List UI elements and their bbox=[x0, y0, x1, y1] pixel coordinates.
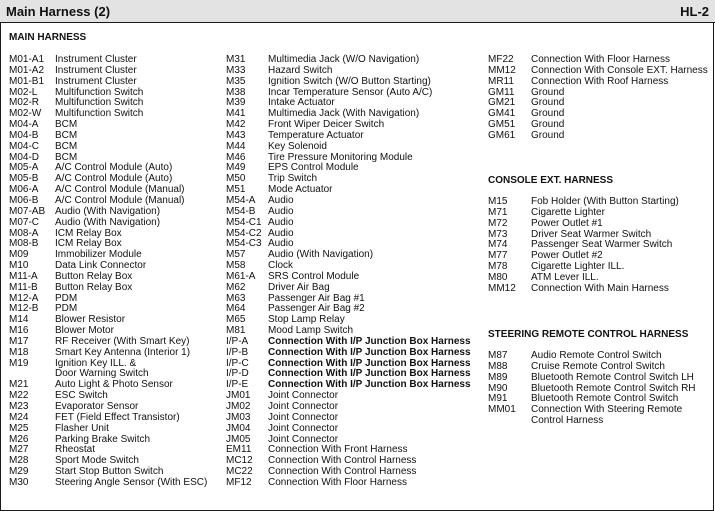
connector-description: Joint Connector bbox=[268, 411, 339, 423]
list-item bbox=[488, 284, 679, 295]
list-item bbox=[226, 88, 471, 99]
connector-description: Connection With Steering Remote bbox=[531, 404, 683, 416]
connector-code: M63 bbox=[226, 292, 246, 304]
connector-code: MM12 bbox=[488, 64, 516, 76]
list-item bbox=[9, 120, 207, 131]
connector-description: Audio (With Navigation) bbox=[55, 205, 161, 217]
list-item bbox=[488, 416, 696, 427]
connector-code: M30 bbox=[9, 476, 29, 488]
connector-code: M78 bbox=[488, 261, 508, 273]
connector-code: MF22 bbox=[488, 54, 514, 65]
connector-description: Driver Seat Warmer Switch bbox=[531, 228, 652, 240]
list-item bbox=[9, 294, 207, 305]
connector-code: M18 bbox=[9, 346, 29, 358]
connector-description: Multifunction Switch bbox=[55, 97, 144, 109]
connector-description: Clock bbox=[268, 260, 294, 272]
connector-code: M19 bbox=[9, 357, 29, 369]
list-item bbox=[226, 380, 471, 391]
connector-code: M72 bbox=[488, 217, 508, 229]
connector-description: Rheostat bbox=[55, 444, 96, 456]
list-item bbox=[226, 196, 471, 207]
list-item bbox=[226, 142, 471, 153]
connector-code: M31 bbox=[226, 54, 246, 65]
console-ext-harness-list bbox=[488, 197, 679, 295]
connector-code: I/P-E bbox=[226, 379, 249, 391]
connector-code: MR11 bbox=[488, 75, 514, 87]
connector-description: Instrument Cluster bbox=[55, 75, 137, 87]
connector-code: M12-B bbox=[9, 303, 39, 315]
connector-description: Hazard Switch bbox=[268, 64, 333, 76]
connector-description: Ground bbox=[531, 86, 565, 98]
connector-code: M54-C2 bbox=[226, 227, 262, 239]
main-harness-heading: MAIN HARNESS bbox=[9, 32, 87, 43]
connector-description: Steering Angle Sensor (With ESC) bbox=[55, 476, 208, 488]
connector-code: M02-W bbox=[9, 108, 42, 120]
connector-code: EM11 bbox=[226, 444, 252, 456]
connector-description: Audio bbox=[268, 238, 294, 250]
main-harness-list-col2 bbox=[226, 55, 471, 489]
connector-code: M29 bbox=[9, 466, 29, 478]
connector-code: M61-A bbox=[226, 270, 256, 282]
list-item bbox=[488, 120, 708, 131]
connector-description: Immobilizer Module bbox=[55, 249, 142, 261]
connector-description: Ground bbox=[531, 97, 565, 109]
connector-description: Ground bbox=[531, 119, 565, 131]
connector-code: M01-A1 bbox=[9, 54, 45, 65]
connector-code: I/P-C bbox=[226, 357, 249, 369]
connector-code: M54-A bbox=[226, 194, 256, 206]
connector-code bbox=[488, 416, 531, 427]
connector-description: Passenger Air Bag #2 bbox=[268, 303, 365, 315]
connector-description: Passenger Air Bag #1 bbox=[268, 292, 365, 304]
connector-code: M15 bbox=[488, 196, 508, 207]
connector-description: Button Relay Box bbox=[55, 270, 133, 282]
connector-description: Connection With Control Harness bbox=[268, 466, 417, 478]
connector-code: I/P-D bbox=[226, 368, 249, 380]
connector-description: Smart Key Antenna (Interior 1) bbox=[55, 346, 191, 358]
list-item bbox=[9, 380, 207, 391]
connector-description: Cruise Remote Control Switch bbox=[531, 360, 665, 372]
connector-code: M07-C bbox=[9, 216, 40, 228]
connector-description: EPS Control Module bbox=[268, 162, 359, 174]
connector-description: A/C Control Module (Manual) bbox=[55, 194, 185, 206]
list-item bbox=[9, 348, 207, 359]
connector-code: M27 bbox=[9, 444, 29, 456]
list-item bbox=[226, 163, 471, 174]
connector-code: GM11 bbox=[488, 86, 515, 98]
connector-description: Connection With I/P Junction Box Harness bbox=[268, 368, 471, 380]
connector-code: M49 bbox=[226, 162, 246, 174]
list-item bbox=[226, 207, 471, 218]
connector-code: M46 bbox=[226, 151, 246, 163]
connector-description: Audio Remote Control Switch bbox=[531, 350, 662, 361]
connector-code: JM05 bbox=[226, 433, 251, 445]
connector-code: M54-C1 bbox=[226, 216, 262, 228]
connector-description: Cigarette Lighter bbox=[531, 206, 605, 218]
connector-code: M64 bbox=[226, 303, 246, 315]
connector-code: M58 bbox=[226, 260, 246, 272]
connector-description: ICM Relay Box bbox=[55, 227, 122, 239]
connector-description: Ground bbox=[531, 129, 565, 141]
list-item bbox=[226, 402, 471, 413]
connector-code: MM12 bbox=[488, 282, 516, 294]
list-item bbox=[9, 424, 207, 435]
connector-code: M42 bbox=[226, 119, 246, 131]
connector-code: M71 bbox=[488, 206, 508, 218]
connector-description: Joint Connector bbox=[268, 390, 339, 402]
connector-description: PDM bbox=[55, 303, 78, 315]
connector-code: M54-B bbox=[226, 205, 256, 217]
connector-description: Start Stop Button Switch bbox=[55, 466, 164, 478]
connector-code: M16 bbox=[9, 325, 29, 337]
connector-description: Flasher Unit bbox=[55, 422, 109, 434]
connector-description: Connection With I/P Junction Box Harness bbox=[268, 357, 471, 369]
connector-description: Audio (With Navigation) bbox=[268, 249, 374, 261]
list-item bbox=[9, 218, 207, 229]
connector-description: Joint Connector bbox=[268, 433, 339, 445]
connector-description: Bluetooth Remote Control Switch bbox=[531, 393, 679, 405]
connector-description: Connection With Floor Harness bbox=[268, 476, 407, 488]
connector-code: JM03 bbox=[226, 411, 251, 423]
connector-code: M21 bbox=[9, 379, 29, 391]
list-item bbox=[226, 391, 471, 402]
list-item bbox=[9, 283, 207, 294]
list-item bbox=[226, 348, 471, 359]
connector-description: A/C Control Module (Auto) bbox=[55, 173, 173, 185]
page-header bbox=[0, 0, 715, 23]
connector-description: Audio (With Navigation) bbox=[55, 216, 161, 228]
list-item bbox=[226, 424, 471, 435]
connector-code: GM61 bbox=[488, 129, 516, 141]
list-item bbox=[488, 131, 708, 142]
connector-description: Power Outlet #1 bbox=[531, 217, 603, 229]
list-item bbox=[226, 304, 471, 315]
connector-code: M44 bbox=[226, 140, 246, 152]
connector-code: M81 bbox=[226, 325, 246, 337]
connector-description: Ignition Key ILL. & bbox=[55, 357, 137, 369]
list-item bbox=[226, 77, 471, 88]
connector-description: Joint Connector bbox=[268, 401, 339, 412]
connector-code: M73 bbox=[488, 228, 508, 240]
list-item bbox=[9, 77, 207, 88]
connector-description: Ignition Switch (W/O Button Starting) bbox=[268, 75, 431, 87]
list-item bbox=[226, 272, 471, 283]
connector-code: M89 bbox=[488, 371, 508, 383]
list-item bbox=[226, 229, 471, 240]
connector-description: Door Warning Switch bbox=[55, 368, 149, 380]
connector-code: MM01 bbox=[488, 404, 516, 416]
list-item bbox=[488, 219, 679, 230]
connector-description: Blower Motor bbox=[55, 325, 114, 337]
steering-remote-harness-list bbox=[488, 351, 696, 427]
connector-description: Control Harness bbox=[531, 415, 604, 427]
connector-code: M91 bbox=[488, 393, 508, 405]
connector-code: M88 bbox=[488, 360, 508, 372]
connector-code: JM04 bbox=[226, 422, 251, 434]
connector-description: Evaporator Sensor bbox=[55, 401, 139, 412]
connector-description: Multimedia Jack (W/O Navigation) bbox=[268, 54, 420, 65]
connector-code: M24 bbox=[9, 411, 29, 423]
connector-description: RF Receiver (With Smart Key) bbox=[55, 335, 190, 347]
connector-code: M50 bbox=[226, 173, 246, 185]
connector-description: A/C Control Module (Auto) bbox=[55, 162, 173, 174]
list-item bbox=[226, 413, 471, 424]
connector-code: JM01 bbox=[226, 390, 251, 402]
connector-description: Stop Lamp Relay bbox=[268, 314, 345, 326]
connector-description: Joint Connector bbox=[268, 422, 339, 434]
connector-code: I/P-B bbox=[226, 346, 249, 358]
connector-description: ICM Relay Box bbox=[55, 238, 122, 250]
connector-code: M77 bbox=[488, 250, 508, 262]
list-item bbox=[488, 373, 696, 384]
connector-code: M28 bbox=[9, 455, 29, 467]
list-item bbox=[488, 98, 708, 109]
connector-description: Fob Holder (With Button Starting) bbox=[531, 196, 679, 207]
connector-code: M65 bbox=[226, 314, 246, 326]
connector-description: SRS Control Module bbox=[268, 270, 360, 282]
connector-description: Audio bbox=[268, 194, 294, 206]
connector-code: M33 bbox=[226, 64, 246, 76]
list-item bbox=[9, 435, 207, 446]
connector-description: Blower Resistor bbox=[55, 314, 126, 326]
connector-code: M43 bbox=[226, 129, 246, 141]
connector-code: M17 bbox=[9, 335, 29, 347]
connector-code: M80 bbox=[488, 271, 508, 283]
list-item bbox=[226, 478, 471, 489]
connector-description: Trip Switch bbox=[268, 173, 318, 185]
connector-code: M02-L bbox=[9, 86, 38, 98]
list-item bbox=[226, 174, 471, 185]
connector-description: Power Outlet #2 bbox=[531, 250, 603, 262]
connector-code: GM21 bbox=[488, 97, 516, 109]
connector-code: M10 bbox=[9, 260, 29, 272]
connector-description: Audio bbox=[268, 205, 294, 217]
connector-code: M51 bbox=[226, 184, 246, 196]
connector-description: Connection With Main Harness bbox=[531, 282, 669, 294]
page-number: HL-2 bbox=[680, 4, 709, 19]
connector-code: M01-B1 bbox=[9, 75, 45, 87]
connector-description: Multimedia Jack (With Navigation) bbox=[268, 108, 420, 120]
list-item bbox=[226, 131, 471, 142]
list-item bbox=[226, 283, 471, 294]
list-item bbox=[226, 55, 471, 66]
connector-code: M05-B bbox=[9, 173, 39, 185]
connector-code: M08-B bbox=[9, 238, 39, 250]
connector-description: Connection With Floor Harness bbox=[531, 54, 670, 65]
connector-description: Bluetooth Remote Control Switch LH bbox=[531, 371, 694, 383]
connector-code: M41 bbox=[226, 108, 246, 120]
main-harness-list-col1 bbox=[9, 55, 207, 489]
connector-description: Audio bbox=[268, 216, 294, 228]
connector-code: M23 bbox=[9, 401, 29, 412]
connector-description: Tire Pressure Monitoring Module bbox=[268, 151, 413, 163]
connector-code: M09 bbox=[9, 249, 29, 261]
connector-code: M01-A2 bbox=[9, 64, 45, 76]
connector-description: ESC Switch bbox=[55, 390, 108, 402]
connector-description: Ground bbox=[531, 108, 565, 120]
connector-code: M04-D bbox=[9, 151, 40, 163]
connector-description: BCM bbox=[55, 119, 78, 131]
connector-code: M04-A bbox=[9, 119, 39, 131]
list-item bbox=[226, 218, 471, 229]
connector-code: M74 bbox=[488, 239, 508, 251]
connector-description: Button Relay Box bbox=[55, 281, 133, 293]
connector-code: M22 bbox=[9, 390, 29, 402]
connector-code: M26 bbox=[9, 433, 29, 445]
connector-code: M39 bbox=[226, 97, 246, 109]
connector-description: PDM bbox=[55, 292, 78, 304]
connector-code: M06-A bbox=[9, 184, 39, 196]
list-item bbox=[226, 185, 471, 196]
list-item bbox=[226, 250, 471, 261]
connector-description: BCM bbox=[55, 151, 78, 163]
connector-description: Driver Air Bag bbox=[268, 281, 330, 293]
connector-code: M35 bbox=[226, 75, 246, 87]
connector-description: BCM bbox=[55, 129, 78, 141]
connector-description: Multifunction Switch bbox=[55, 86, 144, 98]
connector-code: M05-A bbox=[9, 162, 39, 174]
connector-code: M12-A bbox=[9, 292, 39, 304]
console-ext-harness-heading: CONSOLE EXT. HARNESS bbox=[488, 175, 614, 186]
connector-code: M08-A bbox=[9, 227, 39, 239]
connector-description: BCM bbox=[55, 140, 78, 152]
connector-code: M62 bbox=[226, 281, 246, 293]
main-harness-list-col3 bbox=[488, 55, 708, 142]
connector-code: JM02 bbox=[226, 401, 251, 412]
connector-description: Passenger Seat Warmer Switch bbox=[531, 239, 673, 251]
connector-description: Instrument Cluster bbox=[55, 54, 137, 65]
list-item bbox=[9, 109, 207, 120]
connector-code: M90 bbox=[488, 382, 508, 394]
connector-code: M04-C bbox=[9, 140, 40, 152]
connector-description: Connection With Roof Harness bbox=[531, 75, 669, 87]
connector-description: Front Wiper Deicer Switch bbox=[268, 119, 385, 131]
connector-code: M04-B bbox=[9, 129, 39, 141]
connector-description: Data Link Connector bbox=[55, 260, 147, 272]
connector-code: M06-B bbox=[9, 194, 39, 206]
connector-description: Cigarette Lighter ILL. bbox=[531, 261, 625, 273]
connector-code: M02-R bbox=[9, 97, 40, 109]
page-title: Main Harness (2) bbox=[6, 4, 111, 19]
connector-code: M87 bbox=[488, 350, 508, 361]
connector-code: GM51 bbox=[488, 119, 516, 131]
connector-description: Connection With Console EXT. Harness bbox=[531, 64, 708, 76]
list-item bbox=[488, 77, 708, 88]
list-item bbox=[9, 142, 207, 153]
connector-description: FET (Field Effect Transistor) bbox=[55, 411, 180, 423]
connector-code: M11-B bbox=[9, 281, 38, 293]
connector-description: Auto Light & Photo Sensor bbox=[55, 379, 173, 391]
connector-code: M11-A bbox=[9, 270, 38, 282]
connector-description: Connection With I/P Junction Box Harness bbox=[268, 379, 471, 391]
connector-description: ATM Lever ILL. bbox=[531, 271, 599, 283]
list-item bbox=[488, 88, 708, 99]
connector-description: A/C Control Module (Manual) bbox=[55, 184, 185, 196]
connector-description: Mood Lamp Switch bbox=[268, 325, 354, 337]
connector-description: Incar Temperature Sensor (Auto A/C) bbox=[268, 86, 433, 98]
connector-code: MF12 bbox=[226, 476, 252, 488]
connector-code: MC12 bbox=[226, 455, 253, 467]
connector-description: Multifunction Switch bbox=[55, 108, 144, 120]
connector-code: M25 bbox=[9, 422, 29, 434]
connector-description: Bluetooth Remote Control Switch RH bbox=[531, 382, 696, 394]
connector-description: Mode Actuator bbox=[268, 184, 333, 196]
connector-code: M07-AB bbox=[9, 205, 46, 217]
connector-code: GM41 bbox=[488, 108, 516, 120]
connector-description: Intake Actuator bbox=[268, 97, 335, 109]
connector-code: M38 bbox=[226, 86, 246, 98]
connector-description: Audio bbox=[268, 227, 294, 239]
connector-code: M57 bbox=[226, 249, 246, 261]
connector-code: I/P-A bbox=[226, 335, 249, 347]
connector-description: Parking Brake Switch bbox=[55, 433, 151, 445]
connector-description: Connection With I/P Junction Box Harness bbox=[268, 335, 471, 347]
connector-description: Sport Mode Switch bbox=[55, 455, 139, 467]
connector-description: Key Solenoid bbox=[268, 140, 327, 152]
list-item bbox=[9, 478, 207, 489]
connector-code: MC22 bbox=[226, 466, 253, 478]
connector-description: Connection With Front Harness bbox=[268, 444, 408, 456]
list-item bbox=[488, 109, 708, 120]
connector-description: Connection With Control Harness bbox=[268, 455, 417, 467]
connector-code: M54-C3 bbox=[226, 238, 262, 250]
connector-description: Connection With I/P Junction Box Harness bbox=[268, 346, 471, 358]
connector-code: M14 bbox=[9, 314, 29, 326]
connector-description: Instrument Cluster bbox=[55, 64, 137, 76]
steering-remote-harness-heading: STEERING REMOTE CONTROL HARNESS bbox=[488, 329, 689, 340]
connector-description: Temperature Actuator bbox=[268, 129, 364, 141]
